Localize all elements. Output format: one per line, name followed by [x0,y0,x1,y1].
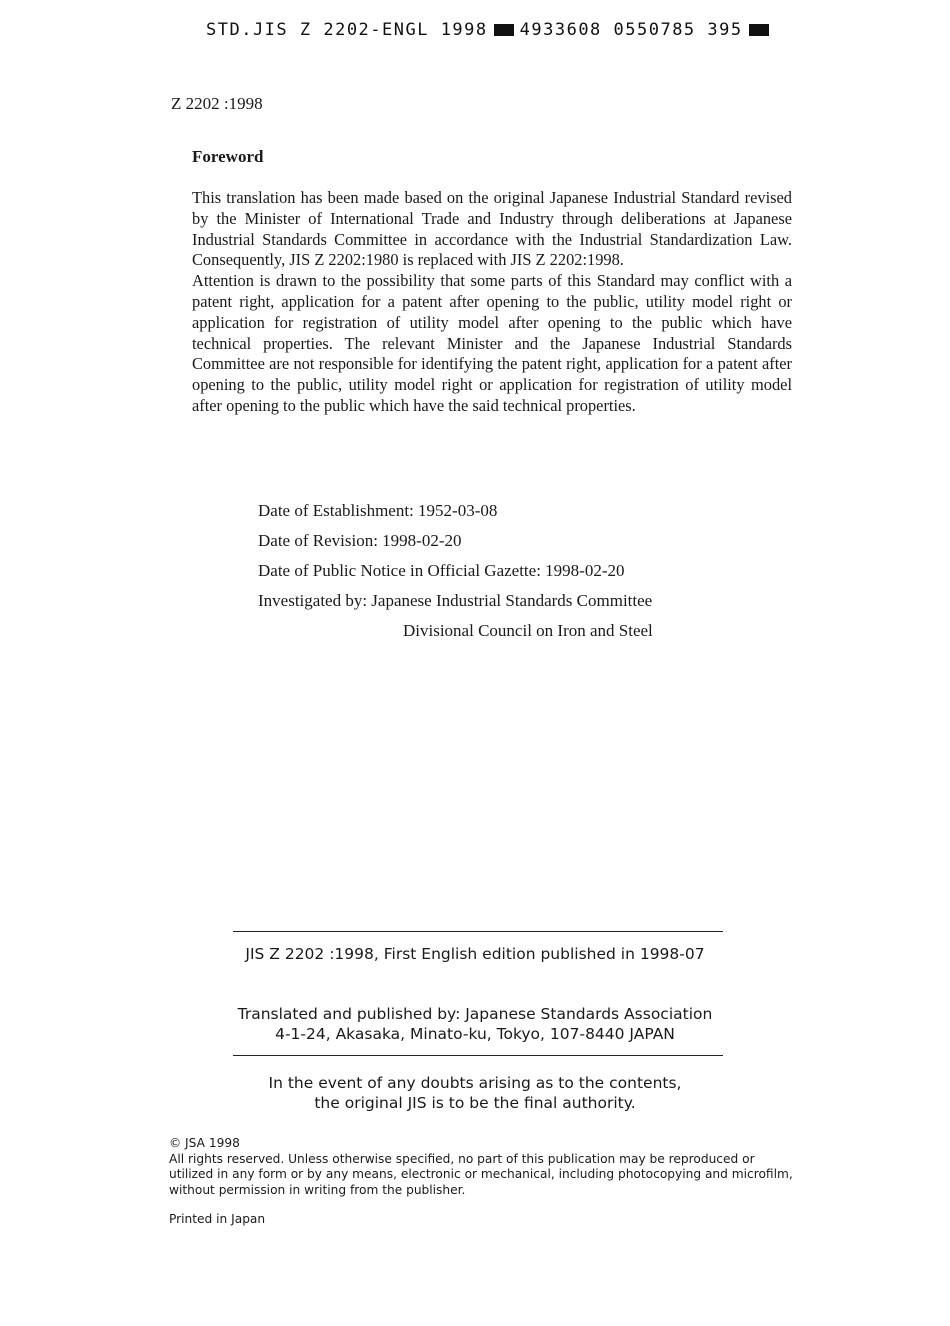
date-of-revision: Date of Revision: 1998-02-20 [258,531,462,550]
stamp-middle-text: 4933608 0550785 395 [519,20,743,40]
divider-top [233,931,723,932]
divider-bottom [233,1055,723,1056]
copyright-block [169,1136,799,1198]
rights-notice: All rights reserved. Unless otherwise specified, no part of this publication may be reproduced or utilized in any form or by any means, electronic or mechanical, including photocopying and microfilm, without permission in writing from the publisher. [169,1151,793,1197]
publisher-line: Translated and published by: Japanese Standards Association [237,1005,713,1023]
stamp-block-mark [494,24,514,36]
edition-line: JIS Z 2202 :1998, First English edition published in 1998-07 [245,945,705,963]
publisher-address: 4-1-24, Akasaka, Minato-ku, Tokyo, 107-8440 JAPAN [275,1025,675,1043]
foreword-paragraph-1: This translation has been made based on the original Japanese Industrial Standard revised by the Minister of International Trade and Industry through deliberations at Japanese Industrial Standards Committee in accordance with the Industrial Standardization Law. Consequently, JIS Z 2202:1980 is replaced with JIS Z 2202:1998. [192,188,792,270]
standard-number: Z 2202 :1998 [171,94,263,113]
investigated-by-council: Divisional Council on Iron and Steel [403,621,653,640]
foreword-body [192,188,792,417]
foreword-title: Foreword [192,147,264,166]
foreword-paragraph-2: Attention is drawn to the possibility that some parts of this Standard may conflict with a patent right, application for a patent after opening to the public, utility model right or application for registration of utility model after opening to the public which have technical properties. The relevant Minister and the Japanese Industrial Standards Committee are not responsible for identifying the patent right, application for a patent after opening to the public, utility model right or application for registration of utility model after opening to the public which have the said technical properties. [192,271,792,415]
stamp-block-mark-end [749,24,769,36]
authority-line-2: the original JIS is to be the final authority. [314,1094,636,1112]
date-of-establishment: Date of Establishment: 1952-03-08 [258,501,498,520]
document-stamp [206,20,775,40]
date-of-public-notice: Date of Public Notice in Official Gazette: 1998-02-20 [258,561,625,580]
investigated-by: Investigated by: Japanese Industrial Standards Committee [258,591,653,610]
copyright-line: © JSA 1998 [169,1136,240,1150]
printed-in-line: Printed in Japan [169,1212,266,1226]
stamp-left-text: STD.JIS Z 2202-ENGL 1998 [206,20,488,40]
authority-line-1: In the event of any doubts arising as to the contents, [268,1074,682,1092]
